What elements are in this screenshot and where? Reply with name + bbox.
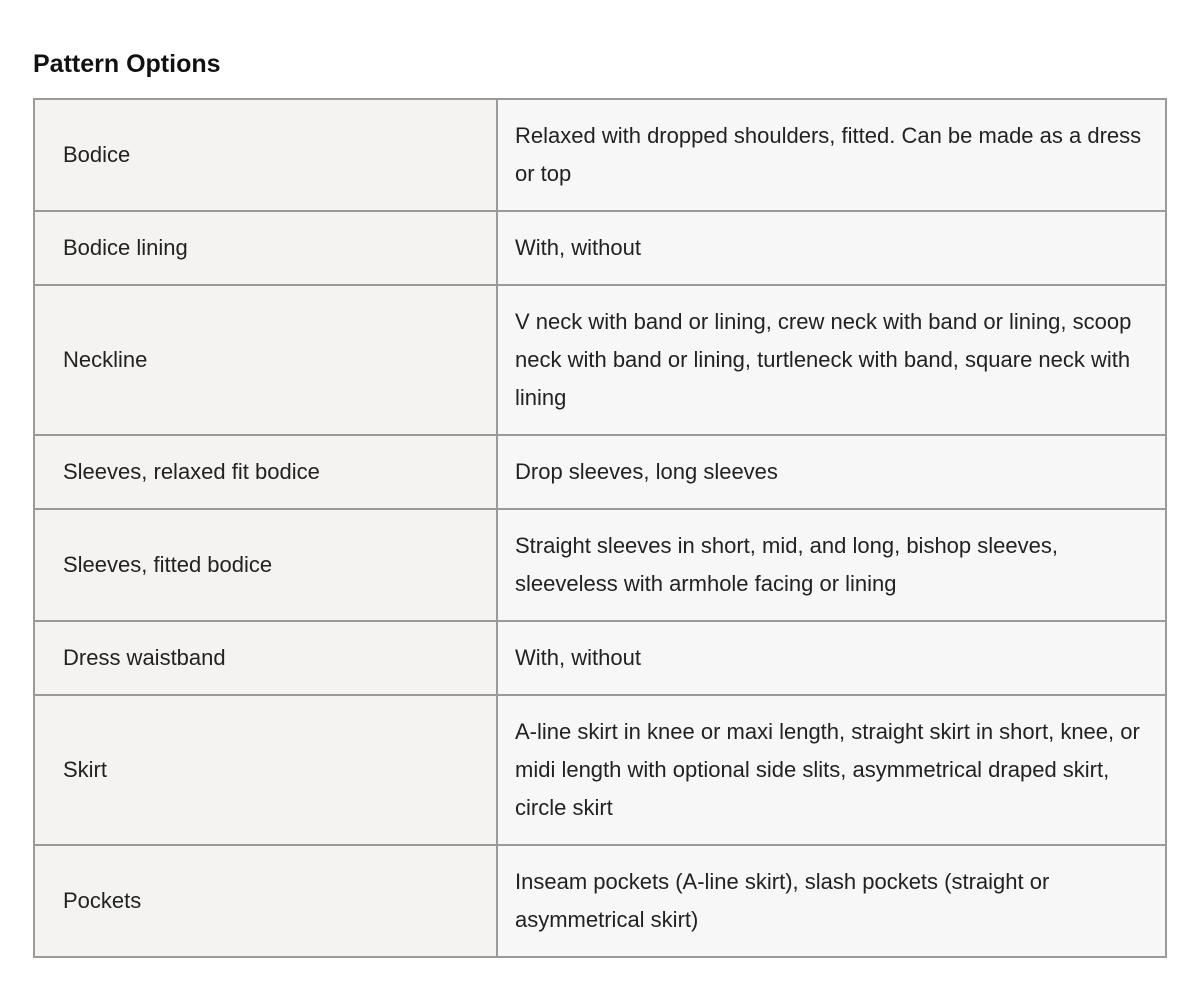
table-row (34, 435, 1166, 509)
option-details-cell: Inseam pockets (A-line skirt), slash pockets (straight or asymmetrical skirt) (497, 845, 1166, 957)
option-name-cell: Pockets (34, 845, 497, 957)
table-row (34, 285, 1166, 435)
option-details-cell: Drop sleeves, long sleeves (497, 435, 1166, 509)
option-details-cell: Relaxed with dropped shoulders, fitted. Can be made as a dress or top (497, 99, 1166, 211)
page-title: Pattern Options (33, 50, 221, 78)
option-name-cell: Neckline (34, 285, 497, 435)
option-name-cell: Sleeves, relaxed fit bodice (34, 435, 497, 509)
table-row (34, 695, 1166, 845)
option-details-cell: Straight sleeves in short, mid, and long, bishop sleeves, sleeveless with armhole facing or lining (497, 509, 1166, 621)
table-row (34, 99, 1166, 211)
option-name-cell: Bodice lining (34, 211, 497, 285)
option-details-cell: V neck with band or lining, crew neck with band or lining, scoop neck with band or lining, turtleneck with band, square neck with lining (497, 285, 1166, 435)
table-row (34, 211, 1166, 285)
pattern-options-table (33, 98, 1167, 958)
option-name-cell: Bodice (34, 99, 497, 211)
option-name-cell: Skirt (34, 695, 497, 845)
table-row (34, 621, 1166, 695)
option-details-cell: A-line skirt in knee or maxi length, straight skirt in short, knee, or midi length with optional side slits, asymmetrical draped skirt, circle skirt (497, 695, 1166, 845)
option-details-cell: With, without (497, 211, 1166, 285)
option-name-cell: Sleeves, fitted bodice (34, 509, 497, 621)
option-name-cell: Dress waistband (34, 621, 497, 695)
table-row (34, 845, 1166, 957)
option-details-cell: With, without (497, 621, 1166, 695)
table-row (34, 509, 1166, 621)
